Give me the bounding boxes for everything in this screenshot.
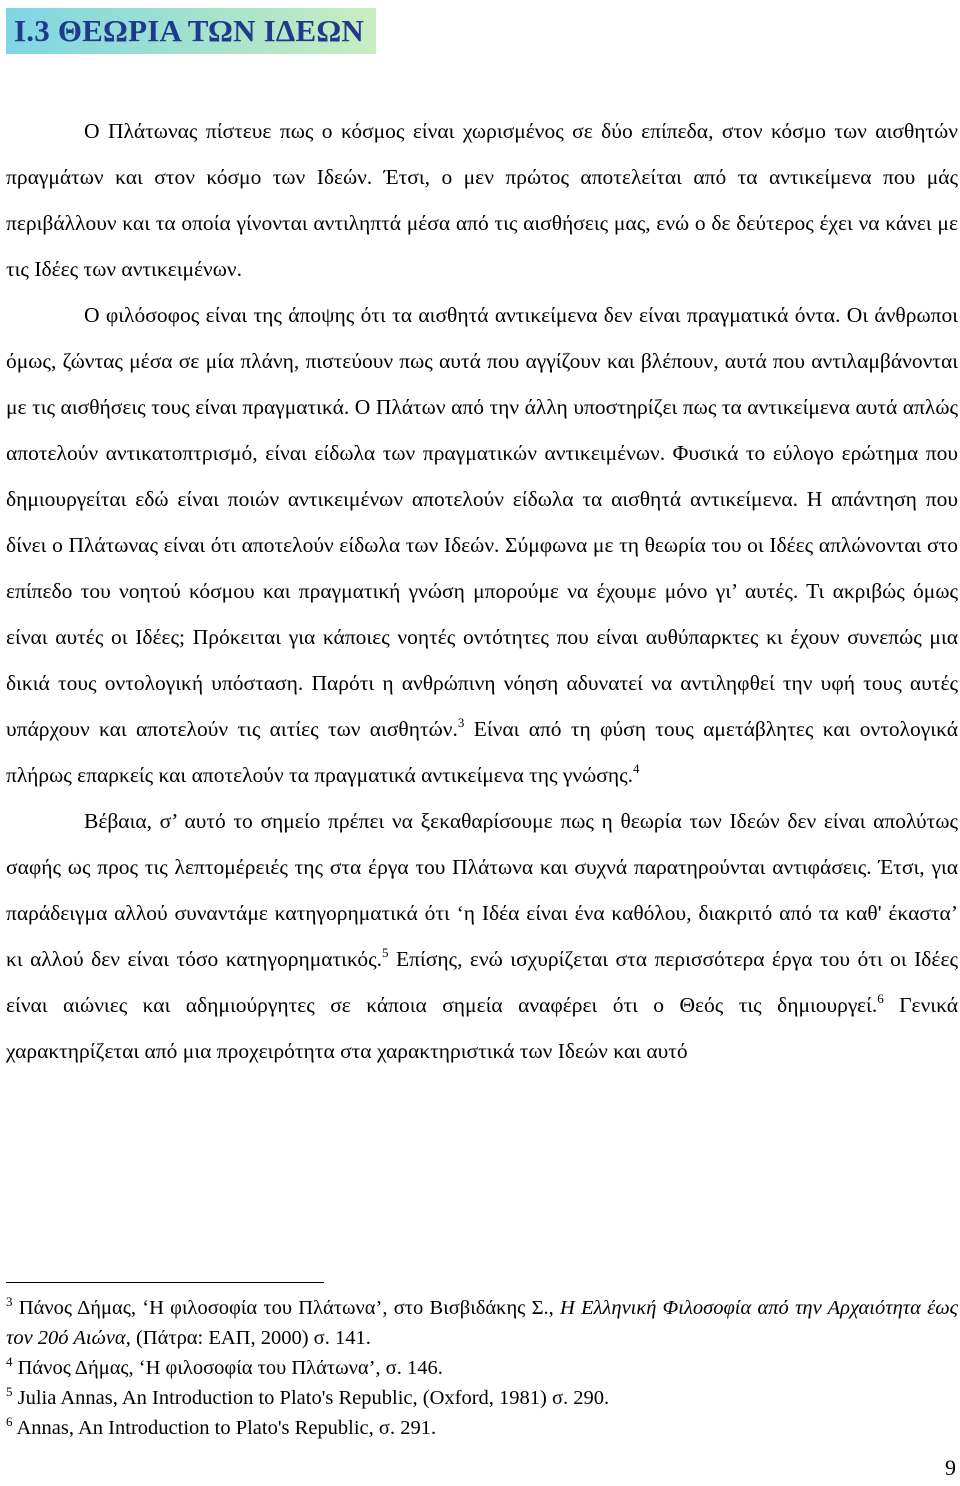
text-run: Γενικά χαρακτηρίζεται από μια προχειρότητα στα χαρακτηριστικά των Ιδεών και αυτό xyxy=(6,993,958,1063)
body-paragraph xyxy=(6,108,958,292)
body-text xyxy=(6,108,958,1074)
text-run: Julia Annas, An Introduction to Plato's Republic, (Oxford, 1981) σ. 290. xyxy=(12,1387,610,1409)
footnote-reference: 3 xyxy=(457,715,465,730)
text-run: Πάνος Δήμας, ‘Η φιλοσοφία του Πλάτωνα’, στο Βισβιδάκης Σ., xyxy=(12,1297,561,1319)
text-run: Είναι από τη φύση τους αμετάβλητες και οντολογικά πλήρως επαρκείς και αποτελούν τα πραγματικά αντικείμενα της γνώσης. xyxy=(6,717,958,787)
text-run: Επίσης, ενώ ισχυρίζεται στα περισσότερα έργα του ότι οι Ιδέες είναι αιώνιες και αδημιούργητες σε κάποια σημεία αναφέρει ότι ο Θεός τις δημιουργεί. xyxy=(6,947,958,1017)
italic-text: Η Ελληνική Φιλοσοφία από την Αρχαιότητα έως τον 20ό Αιώνα xyxy=(6,1297,958,1349)
body-paragraph xyxy=(6,798,958,1074)
footnote-number: 4 xyxy=(6,1354,13,1369)
text-run: Ο φιλόσοφος είναι της άποψης ότι τα αισθητά αντικείμενα δεν είναι πραγματικά όντα. Οι άνθρωποι όμως, ζώντας μέσα σε μία πλάνη, πιστεύουν πως αυτά που αγγίζουν και βλέπουν, αυτά που αντιλαμβάνονται με τις αισθήσεις τους είναι πραγματικά. Ο Πλάτων από την άλλη υποστηρίζει πως τα αντικείμενα αυτά απλώς αποτελούν αντικατοπτρισμό, είναι είδωλα των πραγματικών αντικειμένων. Φυσικά το εύλογο ερώτημα που δημιουργείται εδώ είναι ποιών αντικειμένων αποτελούν είδωλα τα αισθητά αντικείμενα. Η απάντηση που δίνει ο Πλάτωνας είναι ότι αποτελούν είδωλα των Ιδεών. Σύμφωνα με τη θεωρία του οι Ιδέες απλώνονται στο επίπεδο του νοητού κόσμου και πραγματική γνώση μπορούμε να έχουμε μόνο γι’ αυτές. Τι ακριβώς όμως είναι αυτές οι Ιδέες; Πρόκειται για κάποιες νοητές οντότητες που είναι αυθύπαρκτες κι έχουν συνεπώς μια δικιά τους οντολογική υπόσταση. Παρότι η ανθρώπινη νόηση αδυνατεί να αντιληφθεί την υφή τους αυτές υπάρχουν και αποτελούν τις αιτίες των αισθητών. xyxy=(6,303,958,741)
footnote-number: 3 xyxy=(6,1294,13,1309)
footnote xyxy=(6,1293,958,1353)
footnote-reference: 6 xyxy=(877,991,884,1006)
footnote xyxy=(6,1413,958,1443)
text-run: , (Πάτρα: ΕΑΠ, 2000) σ. 141. xyxy=(125,1327,371,1349)
text-run: Ο Πλάτωνας πίστευε πως ο κόσμος είναι χωρισμένος σε δύο επίπεδα, στον κόσμο των αισθητών πραγμάτων και στον κόσμο των Ιδεών. Έτσι, ο μεν πρώτος αποτελείται από τα αντικείμενα που μάς περιβάλλουν και τα οποία γίνονται αντιληπτά μέσα από τις αισθήσεις μας, ενώ ο δε δεύτερος έχει να κάνει με τις Ιδέες των αντικειμένων. xyxy=(6,119,958,281)
text-run: Πάνος Δήμας, ‘Η φιλοσοφία του Πλάτωνα’, σ. 146. xyxy=(12,1357,443,1379)
footnote-reference: 5 xyxy=(381,945,389,960)
footnote-number: 5 xyxy=(6,1384,13,1399)
footnote xyxy=(6,1383,958,1413)
footnote-separator xyxy=(6,1282,324,1283)
text-run: Annas, An Introduction to Plato's Republic, σ. 291. xyxy=(12,1417,437,1439)
page-number: 9 xyxy=(945,1455,956,1480)
body-paragraph xyxy=(6,292,958,798)
footnote-number: 6 xyxy=(6,1414,13,1429)
footnote-reference: 4 xyxy=(633,761,640,776)
section-heading xyxy=(6,8,376,54)
section-heading-text: Ι.3 ΘΕΩΡΙΑ ΤΩΝ ΙΔΕΩΝ xyxy=(14,13,365,48)
footnotes xyxy=(6,1293,958,1443)
text-run: Βέβαια, σ’ αυτό το σημείο πρέπει να ξεκαθαρίσουμε πως η θεωρία των Ιδεών δεν είναι απολύτως σαφής ως προς τις λεπτομέρειές της στα έργα του Πλάτωνα και συχνά παρατηρούνται αντιφάσεις. Έτσι, για παράδειγμα αλλού συναντάμε κατηγορηματικά ότι ‘η Ιδέα είναι ένα καθόλου, διακριτό από τα καθ' έκαστα’ κι αλλού δεν είναι τόσο κατηγορηματικός. xyxy=(6,809,958,971)
footnote xyxy=(6,1353,958,1383)
